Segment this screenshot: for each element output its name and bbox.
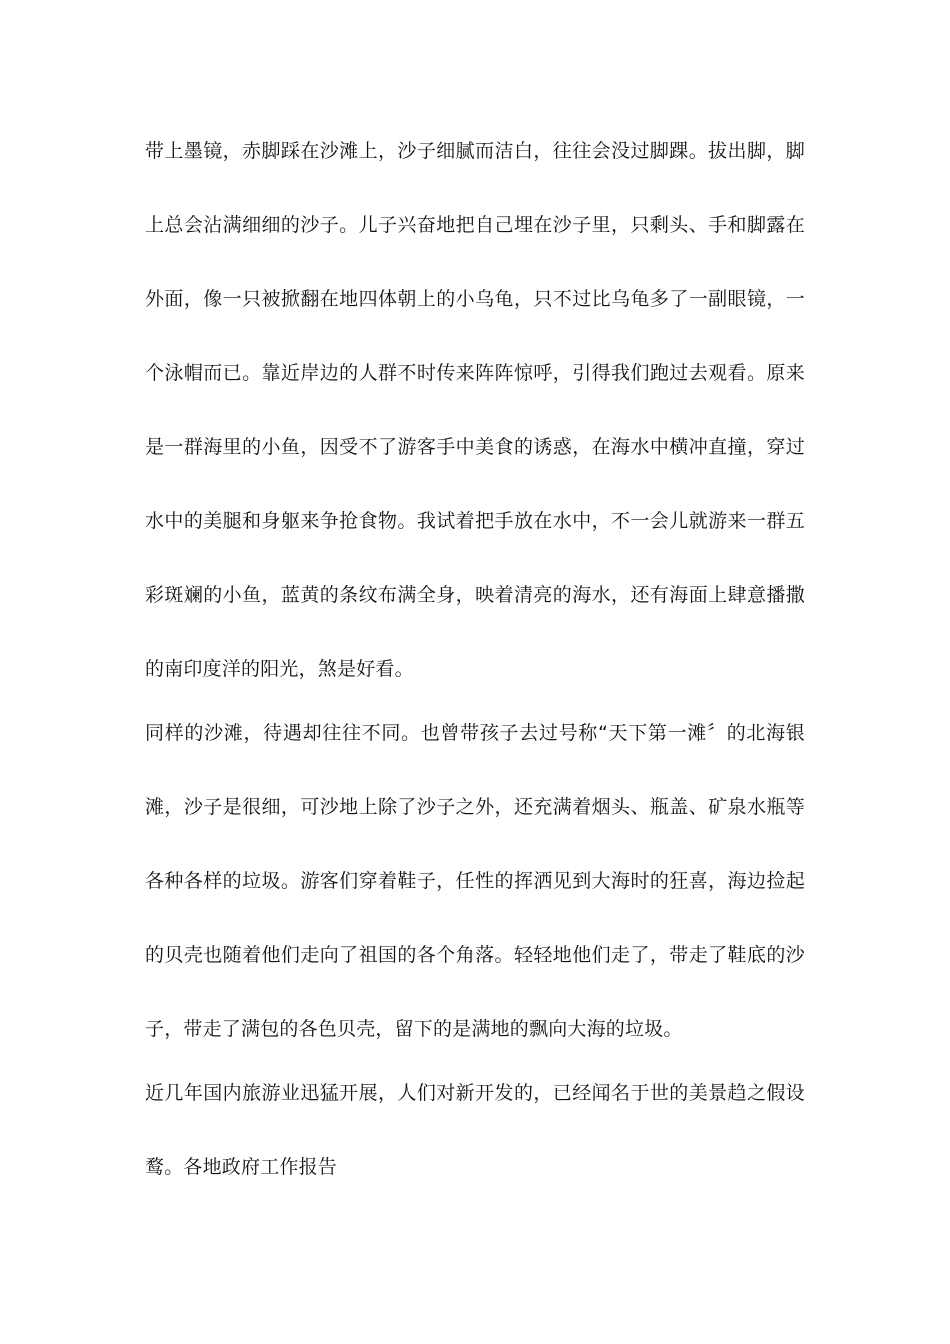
text-line-9: 同样的沙滩，待遇却往往不同。也曾带孩子去过号称“天下第一滩〞的北海银: [145, 722, 805, 744]
text-line-5: 是一群海里的小鱼，因受不了游客手中美食的诱惑，在海水中横冲直撞，穿过: [145, 436, 805, 458]
text-line-12: 的贝壳也随着他们走向了祖国的各个角落。轻轻地他们走了，带走了鞋底的沙: [145, 944, 805, 966]
text-line-8: 的南印度洋的阳光，煞是好看。: [145, 658, 414, 680]
text-line-7: 彩斑斓的小鱼，蓝黄的条纹布满全身，映着清亮的海水，还有海面上肆意播撒: [145, 584, 805, 606]
text-line-14: 近几年国内旅游业迅猛开展，人们对新开发的，已经闻名于世的美景趋之假设: [145, 1082, 805, 1104]
text-line-2: 上总会沾满细细的沙子。儿子兴奋地把自己埋在沙子里，只剩头、手和脚露在: [145, 214, 805, 236]
text-line-6: 水中的美腿和身躯来争抢食物。我试着把手放在水中，不一会儿就游来一群五: [145, 510, 805, 532]
text-line-15: 鹜。各地政府工作报告: [145, 1156, 338, 1178]
text-line-11: 各种各样的垃圾。游客们穿着鞋子，任性的挥洒见到大海时的狂喜，海边捡起: [145, 870, 805, 892]
text-line-10: 滩，沙子是很细，可沙地上除了沙子之外，还充满着烟头、瓶盖、矿泉水瓶等: [145, 796, 805, 818]
text-line-3: 外面，像一只被掀翻在地四体朝上的小乌龟，只不过比乌龟多了一副眼镜，一: [145, 288, 805, 310]
text-line-13: 子，带走了满包的各色贝壳，留下的是满地的飘向大海的垃圾。: [145, 1018, 683, 1040]
text-line-4: 个泳帽而已。靠近岸边的人群不时传来阵阵惊呼，引得我们跑过去观看。原来: [145, 362, 805, 384]
text-line-1: 带上墨镜，赤脚踩在沙滩上，沙子细腻而洁白，往往会没过脚踝。拔出脚，脚: [145, 140, 805, 162]
